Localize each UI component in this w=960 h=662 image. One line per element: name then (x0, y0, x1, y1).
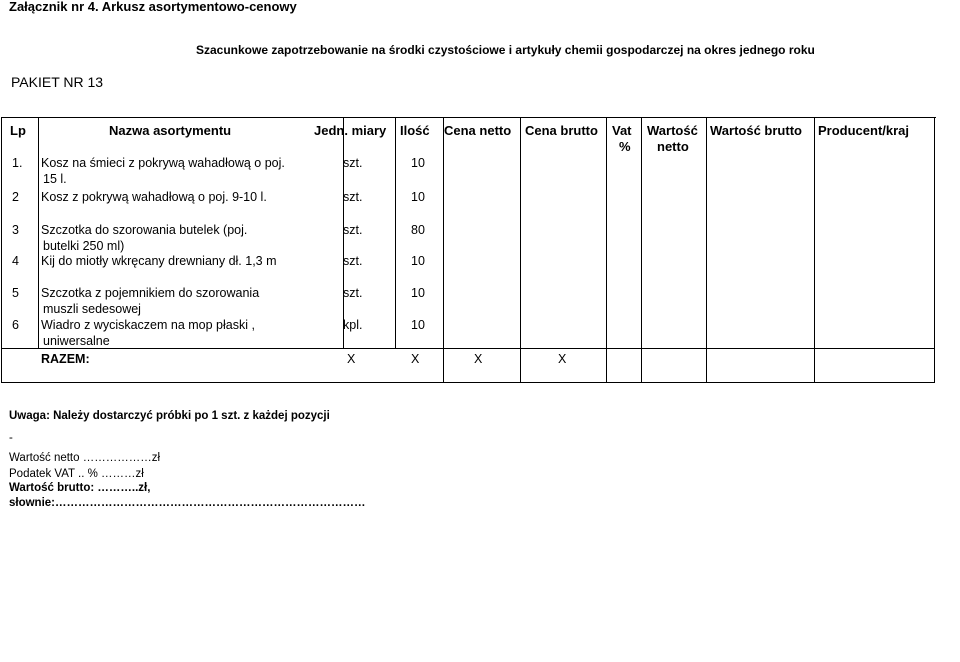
row-name: Kosz z pokrywą wahadłową o poj. 9-10 l. (41, 190, 267, 204)
row-qty: 10 (411, 254, 425, 268)
header-lp: Lp (10, 123, 26, 138)
vat-tax-line: Podatek VAT .. % ………zł (9, 468, 144, 480)
total-unit-x: X (347, 352, 356, 366)
row-qty: 80 (411, 223, 425, 237)
row-unit: szt. (343, 223, 363, 237)
document-subtitle: Szacunkowe zapotrzebowanie na środki czystościowe i artykuły chemii gospodarczej na okres jednego roku (196, 43, 815, 57)
grid-line (443, 118, 444, 382)
grid-line (934, 118, 935, 382)
row-name-cont: 15 l. (43, 172, 67, 186)
assortment-table (1, 117, 936, 383)
row-lp: 1. (12, 156, 23, 170)
header-net-price: Cena netto (444, 123, 512, 138)
row-lp: 4 (12, 254, 19, 268)
grid-line (2, 348, 935, 349)
in-words-line: słownie:……………………………………………………………………… (9, 497, 366, 509)
row-lp: 2 (12, 190, 19, 204)
row-name-cont: muszli sedesowej (43, 302, 141, 316)
header-vat: Vat (612, 123, 632, 138)
header-unit: Jedn. miary (314, 123, 387, 138)
header-name: Nazwa asortymentu (109, 123, 232, 138)
row-name: Szczotka do szorowania butelek (poj. (41, 223, 248, 237)
grid-line (520, 118, 521, 382)
package-label: PAKIET NR 13 (11, 74, 104, 90)
row-name: Szczotka z pojemnikiem do szorowania (41, 286, 260, 300)
header-gross-price: Cena brutto (525, 123, 598, 138)
total-gross-price-x: X (558, 352, 567, 366)
row-qty: 10 (411, 190, 425, 204)
grid-line (395, 118, 396, 348)
header-net-value: Wartość (647, 123, 698, 138)
header-net-value-line2: netto (657, 139, 689, 154)
header-qty: Ilość (400, 123, 430, 138)
row-name: Kosz na śmieci z pokrywą wahadłową o poj. (41, 156, 285, 170)
total-qty-x: X (411, 352, 420, 366)
dash-mark: - (9, 432, 13, 444)
header-gross-value: Wartość brutto (710, 123, 802, 138)
header-producer: Producent/kraj (818, 123, 910, 138)
grid-line (814, 118, 815, 382)
row-unit: kpl. (343, 318, 363, 332)
grid-line (706, 118, 707, 382)
gross-value-line: Wartość brutto: ………..zł, (9, 482, 151, 494)
row-qty: 10 (411, 318, 425, 332)
row-lp: 6 (12, 318, 19, 332)
row-unit: szt. (343, 190, 363, 204)
row-unit: szt. (343, 286, 363, 300)
row-qty: 10 (411, 286, 425, 300)
header-vat-percent: % (619, 139, 631, 154)
grid-line (2, 382, 935, 383)
net-value-line: Wartość netto ………………zł (9, 452, 161, 464)
row-name-cont: butelki 250 ml) (43, 239, 125, 253)
grid-line (38, 118, 39, 348)
row-lp: 5 (12, 286, 19, 300)
row-unit: szt. (343, 254, 363, 268)
row-name: Wiadro z wyciskaczem na mop płaski , (41, 318, 255, 332)
grid-line (606, 118, 607, 382)
row-qty: 10 (411, 156, 425, 170)
samples-warning: Uwaga: Należy dostarczyć próbki po 1 szt. z każdej pozycji (9, 410, 330, 422)
total-net-price-x: X (474, 352, 483, 366)
row-lp: 3 (12, 223, 19, 237)
grid-line (641, 118, 642, 382)
total-label: RAZEM: (41, 352, 90, 366)
attachment-title: Załącznik nr 4. Arkusz asortymentowo-cenowy (9, 0, 297, 14)
row-name-cont: uniwersalne (43, 334, 110, 348)
row-name: Kij do miotły wkręcany drewniany dł. 1,3 m (41, 254, 277, 268)
row-unit: szt. (343, 156, 363, 170)
